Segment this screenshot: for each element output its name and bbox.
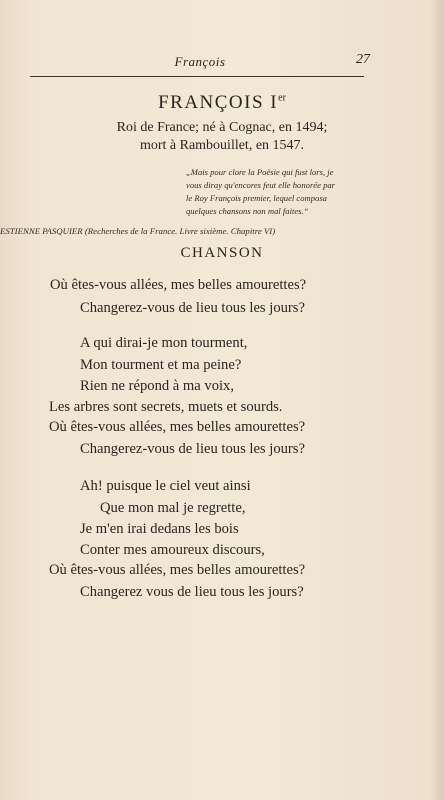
poem-line: Où êtes-vous allées, mes belles amourettes? bbox=[49, 419, 306, 435]
running-title: François bbox=[174, 54, 226, 69]
poem-line: Conter mes amoureux discours, bbox=[80, 542, 265, 558]
poem-line: Ah! puisque le ciel veut ainsi bbox=[80, 478, 251, 494]
poem-title: CHANSON bbox=[180, 245, 264, 261]
poem-line: Changerez vous de lieu tous les jours? bbox=[80, 584, 304, 600]
poem-line: Rien ne répond à ma voix, bbox=[80, 378, 235, 394]
quote-line: vous diray qu'encores feut elle honorée par bbox=[186, 180, 336, 190]
epigraph-quote bbox=[186, 166, 364, 218]
quote-attribution: ESTIENNE PASQUIER (Recherches de la France. Livre sixième. Chapitre VI) bbox=[0, 226, 276, 236]
poem-line: Changerez-vous de lieu tous les jours? bbox=[80, 300, 305, 316]
header-rule bbox=[30, 76, 364, 77]
quote-line: „Mais pour clore la Poësie qui fust lors, je bbox=[186, 167, 334, 177]
author-name-text: FRANÇOIS I bbox=[158, 92, 279, 113]
poem-line: Mon tourment et ma peine? bbox=[80, 357, 242, 373]
page-number: 27 bbox=[356, 52, 370, 67]
poem-line: Où êtes-vous allées, mes belles amourettes? bbox=[50, 277, 307, 293]
poem-line: Les arbres sont secrets, muets et sourds. bbox=[49, 399, 283, 415]
poem-line: Changerez-vous de lieu tous les jours? bbox=[80, 441, 305, 457]
poem-line: Je m'en irai dedans les bois bbox=[80, 521, 239, 537]
poem-line: Que mon mal je regrette, bbox=[100, 500, 246, 516]
poem-line: A qui dirai-je mon tourment, bbox=[80, 335, 248, 351]
author-name-superscript: er bbox=[278, 92, 286, 104]
author-bio-line: mort à Rambouillet, en 1547. bbox=[139, 138, 305, 153]
page-header bbox=[30, 50, 370, 74]
author-name bbox=[0, 92, 444, 114]
quote-line: le Roy François premier, lequel composa bbox=[186, 193, 327, 203]
author-bio-line: Roi de France; né à Cognac, en 1494; bbox=[116, 120, 328, 135]
poem-line: Où êtes-vous allées, mes belles amourettes? bbox=[49, 562, 306, 578]
quote-line: quelques chansons non mal faites.“ bbox=[186, 206, 309, 216]
